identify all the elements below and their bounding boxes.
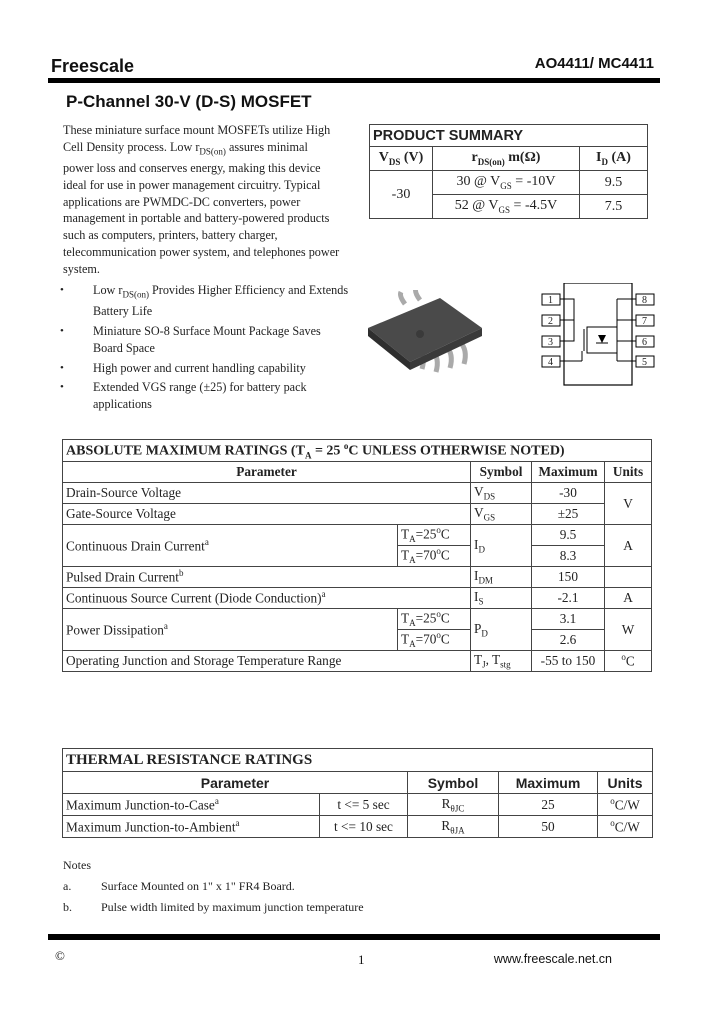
units-header: Units: [598, 772, 653, 794]
unit-cell: V: [605, 483, 652, 525]
max-cell: 2.6: [532, 630, 605, 651]
condition-cell: t <= 5 sec: [320, 794, 408, 816]
max-cell: 9.5: [532, 525, 605, 546]
rds-value: 30 @ $V_{GS} = -10V$: [433, 171, 580, 195]
param-cell: Continuous Source Current (Diode Conduction)$^a$: [63, 588, 471, 609]
pin-label: 5: [642, 357, 647, 368]
symbol-cell: $I_{DM}$: [471, 567, 532, 588]
thermal-resistance-table: [62, 748, 653, 838]
condition-cell: $T_A=25^oC$: [398, 525, 471, 546]
max-cell: -55 to 150: [532, 651, 605, 672]
notes-title: Notes: [63, 858, 91, 872]
product-summary-title: PRODUCT SUMMARY: [370, 125, 648, 147]
page-number: 1: [358, 952, 365, 967]
parameter-header: Parameter: [63, 772, 408, 794]
max-cell: 8.3: [532, 546, 605, 567]
pin-label: 6: [642, 337, 647, 348]
id-value: 9.5: [580, 171, 648, 195]
vds-header: $V_{DS}$ (V): [370, 147, 433, 171]
condition-cell: t <= 10 sec: [320, 816, 408, 838]
param-cell: Continuous Drain Current$^a$: [63, 525, 398, 567]
part-number: AO4411/ MC4411: [534, 55, 654, 72]
symbol-cell: $V_{DS}$: [471, 483, 532, 504]
absolute-maximum-ratings-table: [62, 439, 652, 672]
pin-label: 2: [548, 316, 553, 327]
feature-item: • Miniature SO-8 Surface Mount Package Saves Board Space: [60, 323, 350, 357]
product-summary-table: [369, 124, 648, 219]
maximum-header: Maximum: [499, 772, 598, 794]
pin-label: 3: [548, 337, 553, 348]
pin-label: 4: [548, 357, 553, 368]
unit-cell: [605, 567, 652, 588]
document-subtitle: P-Channel 30-V (D-S) MOSFET: [66, 92, 312, 111]
symbol-header: Symbol: [408, 772, 499, 794]
footer-rule: [48, 934, 660, 940]
thermal-title: THERMAL RESISTANCE RATINGS: [63, 749, 653, 772]
vds-value: -30: [370, 171, 433, 219]
note-item: a. Surface Mounted on 1" x 1" FR4 Board.: [63, 879, 295, 893]
max-cell: 50: [499, 816, 598, 838]
max-cell: 3.1: [532, 609, 605, 630]
parameter-header: Parameter: [63, 462, 471, 483]
header-rule: [48, 78, 660, 83]
rds-value: 52 @ $V_{GS} = -4.5V$: [433, 195, 580, 219]
symbol-header: Symbol: [471, 462, 532, 483]
pinout-diagram: [538, 283, 658, 388]
units-header: Units: [605, 462, 652, 483]
max-cell: ±25: [532, 504, 605, 525]
unit-cell: $^o$C: [605, 651, 652, 672]
maximum-header: Maximum: [532, 462, 605, 483]
symbol-cell: $R_{\theta JA}$: [408, 816, 499, 838]
unit-cell: $^o$C/W: [598, 794, 653, 816]
id-header: $I_D$ (A): [580, 147, 648, 171]
max-cell: 25: [499, 794, 598, 816]
symbol-cell: $I_D$: [471, 525, 532, 567]
symbol-cell: $T_J$, $T_{stg}$: [471, 651, 532, 672]
symbol-cell: $I_S$: [471, 588, 532, 609]
pin-label: 8: [642, 295, 647, 306]
condition-cell: $T_A=70^oC$: [398, 630, 471, 651]
unit-cell: W: [605, 609, 652, 651]
max-cell: 150: [532, 567, 605, 588]
feature-item: • Extended VGS range (±25) for battery pack applications: [60, 379, 350, 413]
feature-item: • Low $r_{DS(on)}$ Provides Higher Efficiency and Extends Battery Life: [60, 282, 350, 320]
feature-item: • High power and current handling capability: [60, 360, 350, 377]
max-cell: -30: [532, 483, 605, 504]
rds-header: $r_{DS(on)}$ m(Ω): [433, 147, 580, 171]
note-item: b. Pulse width limited by maximum junction temperature: [63, 900, 364, 914]
unit-cell: $^o$C/W: [598, 816, 653, 838]
website-link[interactable]: www.freescale.net.cn: [493, 952, 612, 966]
symbol-cell: $R_{\theta JC}$: [408, 794, 499, 816]
param-cell: Maximum Junction-to-Ambient$^a$: [63, 816, 320, 838]
symbol-cell: $P_D$: [471, 609, 532, 651]
param-cell: Gate-Source Voltage: [63, 504, 471, 525]
brand-name: Freescale: [51, 56, 135, 76]
copyright-symbol: ©: [55, 948, 65, 963]
unit-cell: A: [605, 525, 652, 567]
param-cell: Drain-Source Voltage: [63, 483, 471, 504]
unit-cell: A: [605, 588, 652, 609]
feature-list: [60, 282, 350, 416]
condition-cell: $T_A=25^oC$: [398, 609, 471, 630]
param-cell: Power Dissipation$^a$: [63, 609, 398, 651]
pin-label: 1: [548, 295, 553, 306]
param-cell: Pulsed Drain Current$^b$: [63, 567, 471, 588]
max-cell: -2.1: [532, 588, 605, 609]
so8-package-image: [360, 290, 490, 385]
param-cell: Operating Junction and Storage Temperature Range: [63, 651, 471, 672]
notes-section: [63, 855, 364, 918]
abs-max-title: ABSOLUTE MAXIMUM RATINGS ($T_A = 25$ $^o$C UNLESS OTHERWISE NOTED): [63, 440, 652, 462]
symbol-cell: $V_{GS}$: [471, 504, 532, 525]
condition-cell: $T_A=70^oC$: [398, 546, 471, 567]
id-value: 7.5: [580, 195, 648, 219]
intro-paragraph: These miniature surface mount MOSFETs utilize High Cell Density process. Low $r_{DS(on)}$ assures minimal power loss and conserves energy, making this device ideal for use in power management circuitry. Typical applications are PWMDC-DC converters, power management in portable and battery-powered products such as computers, printers, battery charger, telecommunication power system, and telephones power system.: [63, 123, 340, 276]
pin-label: 7: [642, 316, 647, 327]
param-cell: Maximum Junction-to-Case$^a$: [63, 794, 320, 816]
